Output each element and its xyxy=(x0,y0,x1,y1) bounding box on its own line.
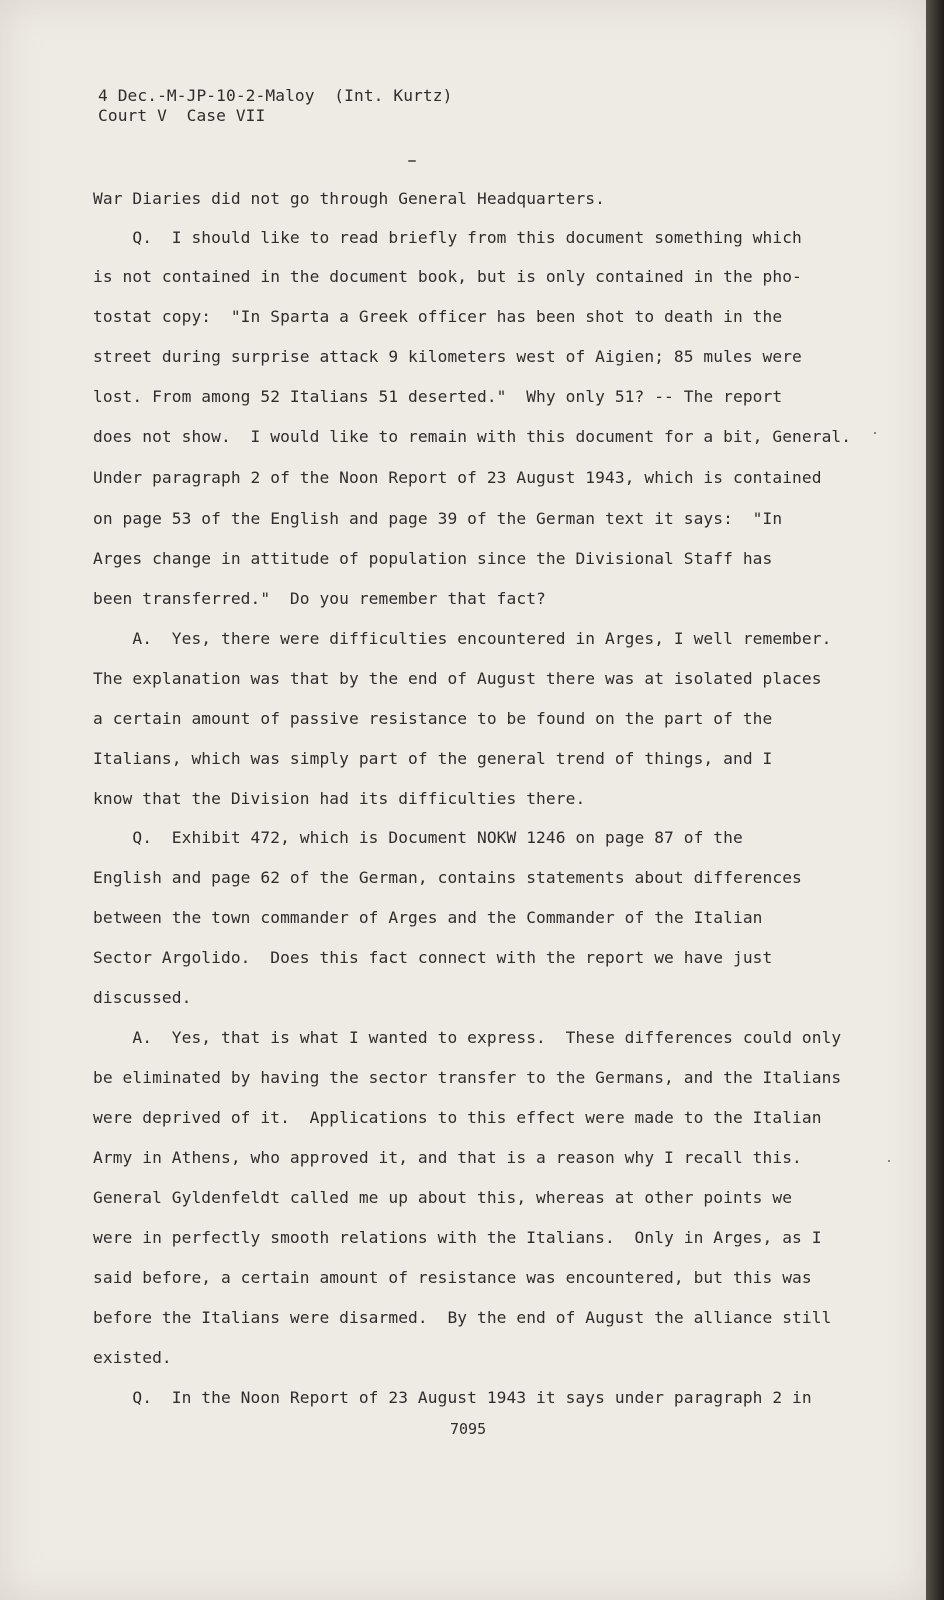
body-line: Sector Argolido. Does this fact connect with the report we have just xyxy=(93,948,773,967)
header-line-1: 4 Dec.-M-JP-10-2-Maloy (Int. Kurtz) xyxy=(98,86,453,105)
body-line: before the Italians were disarmed. By the end of August the alliance still xyxy=(93,1308,832,1327)
body-line: The explanation was that by the end of August there was at isolated places xyxy=(93,669,822,688)
paper-mark xyxy=(874,432,876,434)
paper-mark xyxy=(408,160,416,162)
body-line: were deprived of it. Applications to this effect were made to the Italian xyxy=(93,1108,822,1127)
body-line: is not contained in the document book, but is only contained in the pho- xyxy=(93,267,802,286)
body-line: War Diaries did not go through General Headquarters. xyxy=(93,189,605,208)
body-line: Q. I should like to read briefly from this document something which xyxy=(93,228,802,247)
body-line: on page 53 of the English and page 39 of the German text it says: "In xyxy=(93,509,783,528)
paper-mark xyxy=(888,1160,890,1162)
body-line: said before, a certain amount of resistance was encountered, but this was xyxy=(93,1268,812,1287)
body-line: Army in Athens, who approved it, and that is a reason why I recall this. xyxy=(93,1148,802,1167)
header-line-2: Court V Case VII xyxy=(98,106,266,125)
body-line: lost. From among 52 Italians 51 deserted." Why only 51? -- The report xyxy=(93,387,783,406)
body-line: General Gyldenfeldt called me up about this, whereas at other points we xyxy=(93,1188,793,1207)
body-line: does not show. I would like to remain with this document for a bit, General. xyxy=(93,427,852,446)
body-line: were in perfectly smooth relations with the Italians. Only in Arges, as I xyxy=(93,1228,822,1247)
body-line: between the town commander of Arges and the Commander of the Italian xyxy=(93,908,763,927)
body-line: existed. xyxy=(93,1348,172,1367)
body-line: know that the Division had its difficulties there. xyxy=(93,789,586,808)
body-line: a certain amount of passive resistance to be found on the part of the xyxy=(93,709,773,728)
body-line: Under paragraph 2 of the Noon Report of 23 August 1943, which is contained xyxy=(93,468,822,487)
body-line: Arges change in attitude of population since the Divisional Staff has xyxy=(93,549,773,568)
body-line: English and page 62 of the German, contains statements about differences xyxy=(93,868,802,887)
body-line: tostat copy: "In Sparta a Greek officer has been shot to death in the xyxy=(93,307,783,326)
body-line: street during surprise attack 9 kilometers west of Aigien; 85 mules were xyxy=(93,347,802,366)
page-number: 7095 xyxy=(450,1420,487,1438)
body-line: Q. In the Noon Report of 23 August 1943 it says under paragraph 2 in xyxy=(93,1388,812,1407)
body-line: A. Yes, there were difficulties encountered in Arges, I well remember. xyxy=(93,629,832,648)
body-line: been transferred." Do you remember that fact? xyxy=(93,589,546,608)
body-line: A. Yes, that is what I wanted to express. These differences could only xyxy=(93,1028,842,1047)
body-line: Italians, which was simply part of the general trend of things, and I xyxy=(93,749,773,768)
body-line: be eliminated by having the sector transfer to the Germans, and the Italians xyxy=(93,1068,842,1087)
scan-edge xyxy=(926,0,944,1600)
body-line: discussed. xyxy=(93,988,192,1007)
body-line: Q. Exhibit 472, which is Document NOKW 1246 on page 87 of the xyxy=(93,828,743,847)
